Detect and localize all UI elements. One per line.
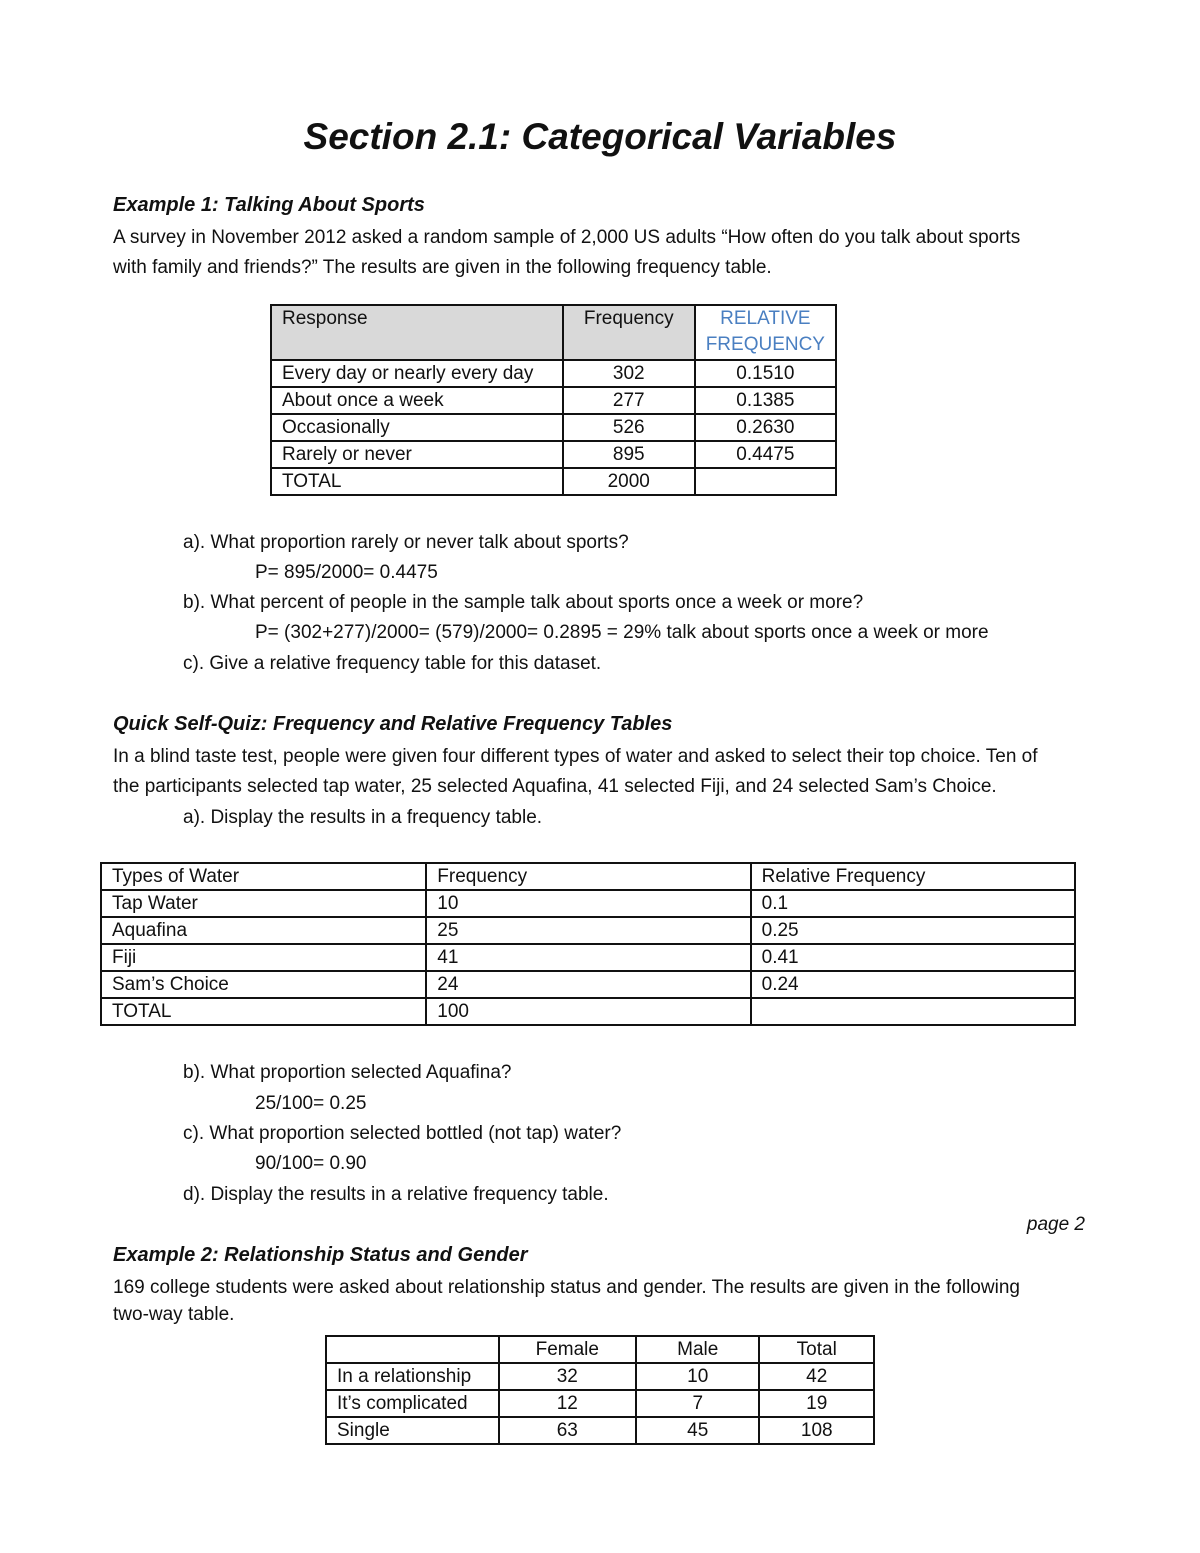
table-row (271, 387, 836, 414)
frequency-cell: 302 (563, 360, 695, 387)
frequency-cell: 24 (426, 971, 750, 998)
example-1-answer-b: P= (302+277)/2000= (579)/2000= 0.2895 = 29% talk about sports once a week or more (255, 622, 989, 643)
female-cell: 32 (499, 1363, 637, 1390)
header-response: Response (271, 305, 563, 360)
table-header-row (326, 1336, 874, 1363)
example-2-text-line-2: two-way table. (113, 1304, 235, 1325)
example-1-text-line-2: with family and friends?” The results are given in the following frequency table. (113, 257, 772, 278)
example-1-answer-a: P= 895/2000= 0.4475 (255, 562, 438, 583)
table-row (326, 1363, 874, 1390)
response-cell: TOTAL (271, 468, 563, 495)
response-cell: Every day or nearly every day (271, 360, 563, 387)
table-row (271, 441, 836, 468)
frequency-cell: 277 (563, 387, 695, 414)
male-cell: 7 (636, 1390, 759, 1417)
example-1-question-b: b). What percent of people in the sample talk about sports once a week or more? (183, 592, 864, 613)
table-row (326, 1390, 874, 1417)
header-frequency: Frequency (426, 863, 750, 890)
header-empty (326, 1336, 499, 1363)
water-type-cell: Tap Water (101, 890, 426, 917)
quiz-answer-c: 90/100= 0.90 (255, 1153, 367, 1174)
quiz-answer-b: 25/100= 0.25 (255, 1093, 367, 1114)
male-cell: 45 (636, 1417, 759, 1444)
header-male: Male (636, 1336, 759, 1363)
status-cell: Single (326, 1417, 499, 1444)
quiz-question-b: b). What proportion selected Aquafina? (183, 1062, 512, 1083)
quiz-question-a: a). Display the results in a frequency table. (183, 807, 543, 828)
table-row (101, 971, 1075, 998)
frequency-cell: 100 (426, 998, 750, 1025)
page-number: page 2 (1026, 1214, 1085, 1235)
table-row (101, 890, 1075, 917)
sports-frequency-table (270, 304, 837, 496)
frequency-cell: 895 (563, 441, 695, 468)
male-cell: 10 (636, 1363, 759, 1390)
relative-frequency-cell (751, 998, 1075, 1025)
header-female: Female (499, 1336, 637, 1363)
relative-frequency-cell (695, 468, 836, 495)
water-frequency-table (100, 862, 1076, 1026)
quiz-text-line-1: In a blind taste test, people were given four different types of water and asked to select their top choice. Ten of (113, 746, 1038, 767)
header-types-of-water: Types of Water (101, 863, 426, 890)
table-header-row (271, 305, 836, 360)
female-cell: 12 (499, 1390, 637, 1417)
header-total: Total (759, 1336, 874, 1363)
female-cell: 63 (499, 1417, 637, 1444)
relative-frequency-cell: 0.1385 (695, 387, 836, 414)
example-2-text-line-1: 169 college students were asked about relationship status and gender. The results are given in the following (113, 1277, 1020, 1298)
total-cell: 108 (759, 1417, 874, 1444)
example-1-heading: Example 1: Talking About Sports (113, 194, 425, 216)
frequency-cell: 25 (426, 917, 750, 944)
quiz-question-d: d). Display the results in a relative frequency table. (183, 1184, 609, 1205)
quiz-heading: Quick Self-Quiz: Frequency and Relative Frequency Tables (113, 713, 673, 735)
relative-frequency-cell: 0.41 (751, 944, 1075, 971)
header-relative-frequency: Relative Frequency (751, 863, 1075, 890)
quiz-question-c: c). What proportion selected bottled (not tap) water? (183, 1123, 622, 1144)
relative-frequency-cell: 0.1510 (695, 360, 836, 387)
quiz-text-line-2: the participants selected tap water, 25 selected Aquafina, 41 selected Fiji, and 24 selected Sam’s Choice. (113, 776, 997, 797)
table-header-row (101, 863, 1075, 890)
table-row (101, 944, 1075, 971)
table-row (101, 917, 1075, 944)
table-row (271, 468, 836, 495)
example-1-question-c: c). Give a relative frequency table for this dataset. (183, 653, 602, 674)
table-row (326, 1417, 874, 1444)
header-relative-line-2: FREQUENCY (705, 334, 825, 355)
total-cell: 42 (759, 1363, 874, 1390)
relative-frequency-cell: 0.4475 (695, 441, 836, 468)
response-cell: Rarely or never (271, 441, 563, 468)
table-row (271, 360, 836, 387)
response-cell: Occasionally (271, 414, 563, 441)
relationship-two-way-table (325, 1335, 875, 1445)
frequency-cell: 2000 (563, 468, 695, 495)
response-cell: About once a week (271, 387, 563, 414)
relative-frequency-cell: 0.24 (751, 971, 1075, 998)
relative-frequency-cell: 0.25 (751, 917, 1075, 944)
header-relative-frequency (695, 305, 836, 360)
page-title: Section 2.1: Categorical Variables (303, 116, 897, 157)
table-row (271, 414, 836, 441)
relative-frequency-cell: 0.2630 (695, 414, 836, 441)
header-frequency: Frequency (563, 305, 695, 360)
example-1-text-line-1: A survey in November 2012 asked a random sample of 2,000 US adults “How often do you talk about sports (113, 227, 1021, 248)
water-type-cell: TOTAL (101, 998, 426, 1025)
status-cell: It’s complicated (326, 1390, 499, 1417)
frequency-cell: 10 (426, 890, 750, 917)
example-2-heading: Example 2: Relationship Status and Gender (113, 1244, 528, 1266)
water-type-cell: Sam’s Choice (101, 971, 426, 998)
header-relative-line-1: RELATIVE (720, 308, 811, 329)
frequency-cell: 41 (426, 944, 750, 971)
table-row (101, 998, 1075, 1025)
water-type-cell: Aquafina (101, 917, 426, 944)
example-1-question-a: a). What proportion rarely or never talk about sports? (183, 532, 629, 553)
status-cell: In a relationship (326, 1363, 499, 1390)
total-cell: 19 (759, 1390, 874, 1417)
relative-frequency-cell: 0.1 (751, 890, 1075, 917)
frequency-cell: 526 (563, 414, 695, 441)
water-type-cell: Fiji (101, 944, 426, 971)
